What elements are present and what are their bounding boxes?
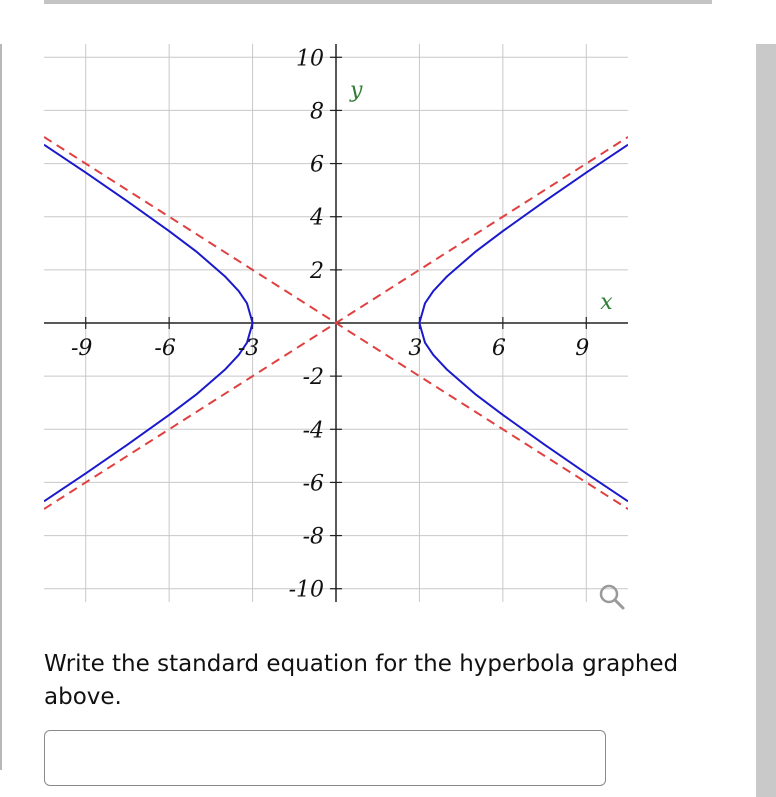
answer-input[interactable]: [44, 730, 606, 786]
x-tick-label: -9: [70, 336, 93, 361]
y-axis-label: y: [350, 78, 363, 104]
y-tick-label: 4: [310, 205, 324, 231]
y-tick-label: -6: [302, 471, 324, 497]
y-tick-label: -10: [288, 577, 324, 603]
y-tick-label: 6: [310, 152, 324, 178]
magnifier-icon[interactable]: [601, 586, 623, 608]
y-tick-label: -2: [302, 365, 324, 391]
y-tick-label: 10: [296, 46, 324, 72]
x-tick-label: 6: [491, 336, 506, 361]
question-prompt: Write the standard equation for the hyperbola graphed above.: [44, 651, 679, 710]
x-tick-label: -3: [237, 336, 260, 361]
x-tick-label: 9: [575, 336, 590, 361]
y-tick-label: -8: [302, 524, 324, 550]
x-tick-label: -6: [154, 336, 176, 361]
y-tick-label: 2: [310, 258, 324, 284]
x-tick-label: 3: [408, 336, 423, 361]
y-tick-label: 8: [310, 99, 324, 125]
tick-labels: [71, 46, 589, 602]
x-axis-label: x: [600, 290, 613, 315]
y-tick-label: -4: [302, 418, 324, 444]
